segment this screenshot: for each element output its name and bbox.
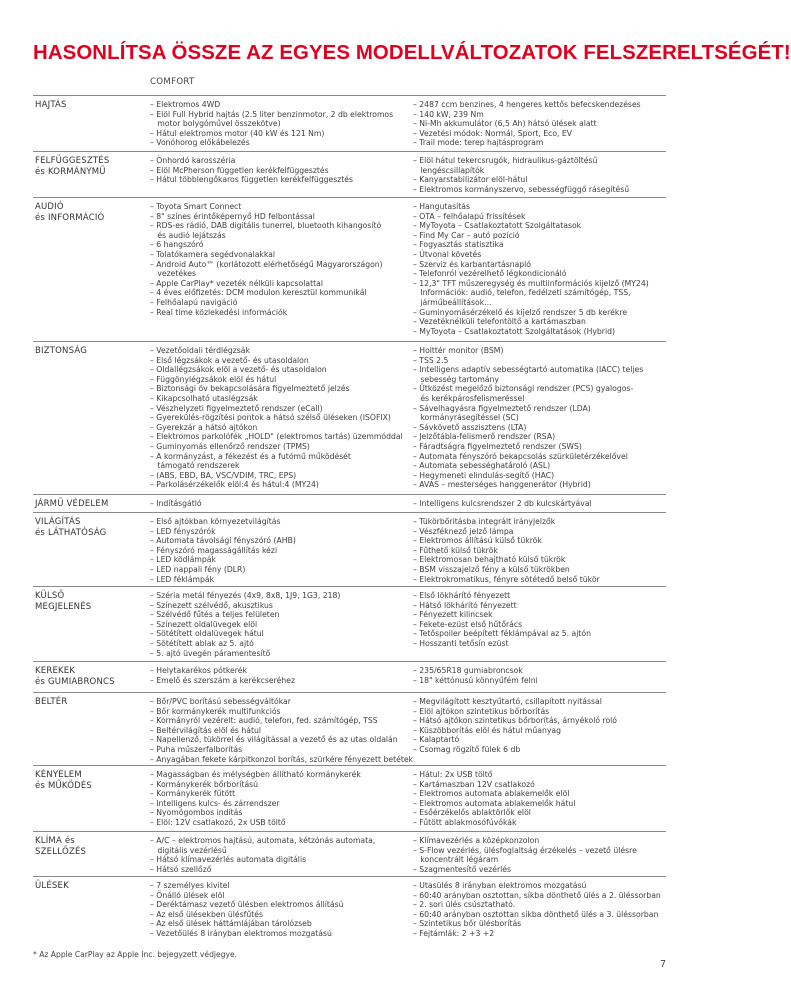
feature-item: – 2. sori ülés csúsztatható.: [413, 900, 516, 910]
feature-item: – Nyomógombos indítás: [150, 808, 243, 818]
feature-item: – BSM visszajelző fény a külső tükrökben: [413, 564, 570, 574]
feature-item: – Hátsó szellőző: [150, 864, 212, 874]
feature-list-left: [150, 881, 412, 939]
feature-list-left: [150, 770, 412, 828]
feature-item: lengéscsillapítók: [413, 165, 485, 175]
section-label: KLÍMA és SZELLŐZÉS: [35, 836, 87, 857]
feature-list-right: [413, 666, 668, 685]
feature-item: – Puha műszerfalborítás: [150, 744, 243, 754]
feature-item: – Guminyomás ellenőrző rendszer (TPMS): [150, 441, 310, 451]
feature-list-left: [150, 666, 412, 685]
feature-item: – Elektromosan behajtható külső tükrök: [413, 555, 566, 565]
feature-item: – Hátul elektromos motor (40 kW és 121 Nm): [150, 128, 325, 138]
feature-list-left: [150, 517, 412, 584]
feature-item: – Vészhelyzeti figyelmeztető rendszer (eCall): [150, 403, 323, 413]
feature-item: kormányrásegítéssel (SC): [413, 413, 519, 423]
feature-item: – Elöl Full Hybrid hajtás (2.5 liter benzinmotor, 2 db elektromos: [150, 109, 394, 119]
feature-item: – 4 éves előfizetés: DCM modulon keresztül kommunikál: [150, 288, 367, 298]
feature-item: – 60:40 arányban osztottan, síkba dönthető ülés a 2. üléssorban: [413, 890, 661, 900]
feature-item: – Toyota Smart Connect: [150, 202, 242, 211]
feature-item: – Kormánykerék bőrborítású: [150, 779, 259, 789]
section-label: KÉNYELEM és MŰKÖDÉS: [35, 770, 93, 791]
feature-list-right: [413, 836, 668, 874]
feature-list-right: [413, 202, 668, 336]
feature-item: – Fáradtságra figyelmeztető rendszer (SWS): [413, 441, 582, 451]
feature-item: – Függönylégzsákok elöl és hátul: [150, 374, 277, 384]
feature-item: – Gyerekzár a hátsó ajtókon: [150, 422, 258, 432]
feature-item: – Esőérzékelős ablaktörlők elöl: [413, 808, 531, 818]
feature-item: – MyToyota – Csatlakoztatott Szolgáltatasok: [413, 221, 582, 231]
feature-item: – LED féklámpák: [150, 574, 215, 584]
feature-item: – AVAS – mesterséges hanggenerátor (Hybrid): [413, 480, 591, 490]
feature-item: – Tolatókamera segédvonalakkal: [150, 249, 276, 259]
section-row: [33, 765, 666, 827]
feature-item: – Intelligens adaptív sebességtartó automatika (IACC) teljes: [413, 365, 644, 375]
feature-item: – 235/65R18 gumiabroncsok: [413, 666, 523, 675]
feature-item: – Napellenző, tükörrel és világítással a vezető és az utas oldalán: [150, 735, 398, 745]
feature-item: – Fűtött ablakmosófúvókák: [413, 817, 517, 827]
feature-item: – Kalaptartó: [413, 735, 460, 745]
feature-item: – Helytakarékos pótkerék: [150, 666, 247, 675]
section-label: KÜLSŐ MEGJELENÉS: [35, 591, 92, 612]
feature-item: – Guminyomásérzékelő és kijelző rendszer 5 db kerékre: [413, 307, 628, 317]
feature-item: – Csomag rögzítő fülek 6 db: [413, 744, 521, 754]
feature-item: – Hátsó lökhárító fényezett: [413, 600, 517, 610]
feature-list-left: [150, 156, 412, 185]
section-row: [33, 586, 666, 658]
feature-item: – Első ajtókban környezetvilágítás: [150, 517, 281, 526]
feature-item: – Elektromos állítású külső tükrök: [413, 536, 542, 546]
feature-item: – Deréktámasz vezető ülésben elektromos állítású: [150, 900, 344, 910]
feature-item: – Elöl: 12V csatlakozó, 2x USB töltő: [150, 817, 286, 827]
feature-list-right: [413, 100, 668, 148]
feature-item: – Elektromos kormányszervo, sebességfüggő rásegítésű: [413, 184, 630, 194]
feature-item: – Fényszóró magasságállítás kézi: [150, 545, 278, 555]
feature-list-right: [413, 770, 668, 828]
feature-item: – Kanyarstabilizátor elöl-hátul: [413, 175, 528, 185]
feature-item: – Megvilágított kesztyűtartó, csillapított nyitással: [413, 697, 602, 706]
section-row: [33, 151, 666, 194]
feature-item: – Kartámaszban 12V csatlakozó: [413, 779, 535, 789]
feature-item: – Elektrokromatikus, fényre sötétedő belső tükör: [413, 574, 600, 584]
feature-item: – Tükörbőritásba integrált irányjelzők: [413, 517, 556, 526]
feature-item: – Hátsó klímavezérlés automata digitális: [150, 855, 307, 865]
feature-list-left: [150, 591, 412, 658]
feature-item: – 5. ajtó üvegén páramentesítő: [150, 648, 271, 658]
feature-item: – Önhordó karosszéria: [150, 156, 236, 165]
feature-item: – Bőr/PVC borítású sebességváltókar: [150, 697, 291, 706]
section-row: [33, 95, 666, 148]
feature-item: – Szintetikus bőr ülésborítás: [413, 919, 522, 929]
feature-item: – OTA – felhőalapú frissítések: [413, 211, 526, 221]
feature-item: – Vezetéknélküli telefontöltő a kartámaszban: [413, 317, 586, 327]
feature-item: – Gyerekülés-rögzítési pontok a hátsó szélső üléseken (ISOFIX): [150, 413, 391, 423]
feature-item: – RDS-es rádió, DAB digitális tunerrel, bluetooth kihangosító: [150, 221, 382, 231]
feature-item: – Elektromos 4WD: [150, 100, 221, 109]
page-number: 7: [659, 959, 666, 970]
feature-item: – Emelő és szerszám a kerékcseréhez: [150, 675, 295, 685]
feature-item: digitális vezérlésű: [150, 845, 227, 855]
feature-item: – Find My Car – autó pozíció: [413, 230, 520, 240]
feature-list-right: [413, 517, 668, 584]
feature-item: – 6 hangszóró: [150, 240, 204, 250]
feature-item: – Bőr kormánykerék multifunkciós: [150, 706, 281, 716]
feature-item: – Indításgátló: [150, 499, 202, 508]
feature-item: – Real time közlekedési információk: [150, 307, 288, 317]
feature-list-left: [150, 346, 412, 490]
feature-item: – Elektromos parkolófék „HOLD" (elektromos tartás) üzemmóddal: [150, 432, 403, 442]
feature-item: – Útvonal követés: [413, 249, 482, 259]
section-row: [33, 197, 666, 336]
feature-item: – Holttér monitor (BSM): [413, 346, 504, 355]
feature-item: – Felhőalapú navigáció: [150, 297, 238, 307]
feature-item: – Sötétített oldalüvegek hátul: [150, 629, 264, 639]
feature-list-left: [150, 202, 412, 317]
feature-item: – Beltérvilágítás elöl és hátul: [150, 725, 261, 735]
feature-list-right: [413, 881, 668, 939]
feature-item: – Szagmentesítő vezérlés: [413, 864, 512, 874]
feature-item: – MyToyota – Csatlakoztatott Szolgáltatások (Hybrid): [413, 326, 615, 336]
feature-item: támogató rendszerek: [150, 461, 240, 471]
feature-item: – Ütközést megelőző biztonsági rendszer (PCS) gyalogos-: [413, 384, 634, 394]
feature-list-left: [150, 697, 412, 764]
feature-item: Információk: audió, telefon, fedélzeti számítógép, TSS,: [413, 288, 631, 298]
feature-item: – Vonóhorog előkábelezés: [150, 138, 250, 148]
feature-item: – A/C – elektromos hajtású, automata, kétzónás automata,: [150, 836, 376, 845]
feature-item: – 2487 ccm benzines, 4 hengeres kettős befecskendezéses: [413, 100, 641, 109]
feature-item: motor bolygóművel összekötve): [150, 119, 281, 129]
feature-item: – Intelligens kulcsrendszer 2 db kulcskártyával: [413, 499, 592, 508]
feature-item: – Magasságban és mélységben állítható kormánykerék: [150, 770, 361, 779]
feature-item: – Fekete-ezüst első hűtőrács: [413, 619, 523, 629]
feature-item: – 18" kéttónusú könnyűfém felni: [413, 675, 538, 685]
feature-item: – Elöl McPherson független kerékfelfüggesztés: [150, 165, 329, 175]
feature-item: – Vezetőoldali térdlégzsák: [150, 346, 250, 355]
feature-item: – Hangutasítás: [413, 202, 470, 211]
feature-item: – Oldallégzsákok elöl a vezető- és utasoldalon: [150, 365, 327, 375]
section-row: [33, 512, 666, 584]
feature-item: – Vészféknező jelző lámpa: [413, 526, 514, 536]
feature-item: – Intelligens kulcs- és zárrendszer: [150, 798, 280, 808]
feature-item: – Sötétített ablak az 5. ajtó: [150, 638, 254, 648]
feature-item: – Hosszanti tetősín ezüst: [413, 638, 509, 648]
feature-item: – (ABS, EBD, BA, VSC/VDIM, TRC, EPS): [150, 470, 297, 480]
feature-item: – Első lökhárító fényezett: [413, 591, 511, 600]
section-row: [33, 831, 666, 874]
feature-item: – Szélvédő fűtés a teljes felületen: [150, 610, 280, 620]
section-row: [33, 494, 666, 509]
section-label: FELFÜGGESZTÉS és KORMÁNYMŰ: [35, 156, 110, 177]
feature-item: – Szerviz és karbantartásnapló: [413, 259, 532, 269]
feature-item: – Elöl hátul tekercsrugók, hidraulikus-gáztöltésű: [413, 156, 598, 165]
feature-item: – Színezett oldalüvegek elöl: [150, 619, 258, 629]
feature-item: – Első légzsákok a vezető- és utasoldalon: [150, 355, 309, 365]
feature-item: – Az első ülésekben ülésfűtés: [150, 909, 263, 919]
feature-item: – 8" színes érintőképernyő HD felbontással: [150, 211, 315, 221]
section-row: [33, 661, 666, 687]
section-label: BIZTONSÁG: [35, 346, 88, 356]
feature-item: – Elektromos automata ablakemelők elöl: [413, 789, 570, 799]
feature-item: – Sávelhagyásra figyelmeztető rendszer (LDA): [413, 403, 591, 413]
feature-item: – Sávkövető asszisztens (LTA): [413, 422, 527, 432]
feature-item: – Kikapcsolható utaslégzsák: [150, 393, 258, 403]
feature-item: – Hátul: 2x USB töltő: [413, 770, 493, 779]
feature-list-left: [150, 100, 412, 148]
feature-list-right: [413, 591, 668, 649]
feature-item: – Elektromos automata ablakemelők hátul: [413, 798, 576, 808]
feature-item: – Színezett szélvédő, akusztikus: [150, 600, 273, 610]
feature-item: – Hátul többlengőkaros független kerékfelfüggesztés: [150, 175, 353, 185]
section-label: VILÁGÍTÁS és LÁTHATÓSÁG: [35, 517, 107, 538]
feature-item: – Anyagában fekete kárpitkonzol borítás, szürkére fényezett betétek: [150, 754, 414, 764]
feature-list-right: [413, 697, 668, 755]
feature-item: – Vezetőülés 8 irányban elektromos mozgatású: [150, 928, 332, 938]
feature-item: – 7 személyes kivitel: [150, 881, 230, 890]
feature-list-right: [413, 499, 668, 509]
feature-item: – Apple CarPlay* vezeték nélküli kapcsolattal: [150, 278, 323, 288]
trim-column-header: COMFORT: [150, 77, 195, 87]
feature-item: koncentrált légáram: [413, 855, 499, 865]
section-label: HAJTÁS: [35, 100, 67, 110]
feature-item: – LED nappali fény (DLR): [150, 564, 246, 574]
section-label: BELTÉR: [35, 697, 68, 707]
feature-item: – Fogyasztás statisztika: [413, 240, 504, 250]
feature-item: – Az első ülések háttámlájában tárolózseb: [150, 919, 312, 929]
feature-item: – Önálló ülések elöl: [150, 890, 225, 900]
section-row: [33, 692, 666, 764]
feature-item: és kerékpárosfelismeréssel: [413, 393, 525, 403]
section-row: [33, 341, 666, 490]
feature-item: – Trail mode: terep hajtásprogram: [413, 138, 544, 148]
feature-list-right: [413, 156, 668, 194]
feature-item: – 12,3" TFT műszeregység és multiinformációs kijelző (MY24): [413, 278, 649, 288]
feature-item: – Parkolásérzékelők elöl:4 és hátul:4 (MY24): [150, 480, 319, 490]
feature-item: – Széria metál fényezés (4x9, 8x8, 1J9, 1G3, 218): [150, 591, 341, 600]
feature-item: – Tetőspoiler beépített féklámpával az 5. ajtón: [413, 629, 591, 639]
feature-item: – Elöl ajtókon szintetikus bőrborítás: [413, 706, 550, 716]
feature-item: – Fejtámlák: 2 +3 +2: [413, 928, 495, 938]
feature-item: és audió lejátszás: [150, 230, 226, 240]
feature-item: – Hátsó ajtókon szintetikus bőrborítás, árnyékoló roló: [413, 716, 618, 726]
feature-item: – Ni-Mh akkumulátor (6,5 Ah) hátsó ülések alatt: [413, 119, 597, 129]
section-label: ÜLÉSEK: [35, 881, 69, 891]
feature-item: vezetékes: [150, 269, 197, 279]
feature-item: – Klímavezérlés a középkonzolon: [413, 836, 540, 845]
feature-list-left: [150, 836, 412, 874]
page-title: HASONLÍTSA ÖSSZE AZ EGYES MODELLVÁLTOZATOK FELSZERELTSÉGÉT!: [33, 42, 791, 64]
feature-item: – Küszöbborítás elöl és hátul műanyag: [413, 725, 561, 735]
feature-item: – Jelzőtábla-felismerő rendszer (RSA): [413, 432, 556, 442]
feature-item: – Automata távolsági fényszóró (AHB): [150, 536, 296, 546]
feature-item: – Utasülés 8 irányban elektromos mozgatású: [413, 881, 587, 890]
feature-item: – Hegymeneti elindulás-segítő (HAC): [413, 470, 555, 480]
feature-item: – LED ködlámpák: [150, 555, 216, 565]
feature-list-right: [413, 346, 668, 490]
feature-item: – Automata sebességhatároló (ASL): [413, 461, 551, 471]
feature-item: – A kormányzást, a fékezést és a futómű működését: [150, 451, 351, 461]
feature-item: – Android Auto™ (korlátozott elérhetőségű Magyarországon): [150, 259, 383, 269]
section-label: KEREKEK és GUMIABRONCS: [35, 666, 115, 687]
feature-item: – Biztonsági öv bekapcsolására figyelmeztető jelzés: [150, 384, 350, 394]
feature-item: – Kormányról vezérelt: audió, telefon, fed. számítógép, TSS: [150, 716, 378, 726]
feature-item: járműbeállítások...: [413, 297, 492, 307]
feature-item: – Fényezett kilincsek: [413, 610, 493, 620]
feature-item: – 140 kW, 239 Nm: [413, 109, 484, 119]
feature-item: – LED fényszórók: [150, 526, 216, 536]
feature-item: – 60:40 arányban osztottan síkba dönthető ülés a 3. üléssorban: [413, 909, 659, 919]
footnote: * Az Apple CarPlay az Apple Inc. bejegyzett védjegye.: [33, 950, 238, 959]
feature-item: – Vezetési módok: Normál, Sport, Eco, EV: [413, 128, 573, 138]
feature-item: – Telefonról vezérelhető légkondicionáló: [413, 269, 567, 279]
feature-item: sebesség tartomány: [413, 374, 499, 384]
feature-list-left: [150, 499, 412, 509]
feature-item: – Kormánykerék fűtött: [150, 789, 236, 799]
section-label: JÁRMŰ VÉDELEM: [35, 499, 109, 509]
section-row: [33, 876, 666, 938]
section-label: AUDIÓ és INFORMÁCIÓ: [35, 202, 105, 223]
feature-item: – S-Flow vezérlés, ülésfoglaltság érzékelés – vezető ülésre: [413, 845, 637, 855]
feature-item: – TSS 2.5: [413, 355, 449, 365]
feature-item: – Fűthető külső tükrök: [413, 545, 498, 555]
feature-item: – Automata fényszóró bekapcsolás szürkületérzékelővel: [413, 451, 628, 461]
